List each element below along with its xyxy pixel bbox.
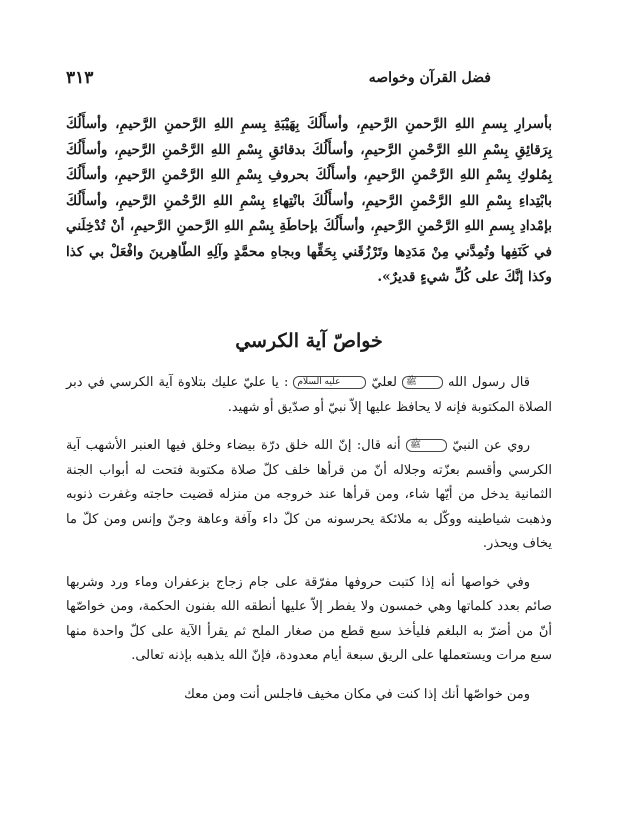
running-header	[66, 70, 491, 94]
paragraph-2	[66, 434, 552, 557]
honorific-mark: عليه السلام	[293, 376, 366, 389]
paragraph-2-after: أنه قال: إنّ الله خلق درّة بيضاء وخلق فيها العنبر الأشهب آية الكرسي وأقسم بعزّته وجلاله أنّ من قرأها خلف كلّ صلاة مكتوبة فتحت له أبواب الجنة الثمانية يدخل من أيّها شاء، ومن قرأها عند خروجه من منزله قضيت حاجته وغفرت ذنوبه وذهبت شياطينه ووكّل به ملائكة يحرسونه من كلّ داء وآفة وعاهة وجنّ وإنس ومن كلّ ما يخاف ويحذر.	[66, 438, 552, 551]
honorific-mark: ﷺ	[406, 439, 447, 452]
header-title: فضل القرآن وخواصه	[368, 70, 491, 86]
paragraph-gap	[66, 420, 552, 434]
paragraph-1	[66, 371, 552, 420]
page-number: ٣١٣	[66, 68, 94, 88]
paragraph-1-after: : يا عليّ عليك بتلاوة آية الكرسي في دبر الصلاة المكتوبة فإنه لا يحافظ عليها إلاّ نبيّ أو صدّيق أو شهيد.	[66, 375, 552, 415]
paragraph-1-middle: لعليّ	[371, 375, 397, 390]
supplication-text: بأسرارِ بِسمِ اللهِ الرَّحمنِ الرَّحيمِ، وأسأَلُكَ بِهَيْبَةِ بِسمِ اللهِ الرَّحمنِ الرَّحيمِ، وأسأَلُكَ بِرَقائِقِ بِسْمِ اللهِ الرَّحْمنِ الرَّحيمِ، وأسأَلُكَ بدقائقِ بِسْمِ اللهِ الرَّحْمنِ الرَّحيمِ، وأسأَلُكَ بِمُلوكِ بِسْمِ اللهِ الرَّحْمنِ الرَّحيمِ، وأسأَلُكَ بحروفِ بِسْمِ اللهِ الرَّحْمنِ الرَّحيمِ، وأسأَلُكَ بابْتِداءِ بِسْمِ اللهِ الرَّحْمنِ الرَّحيمِ، وأسأَلُكَ بانْتِهاءِ بِسْمِ اللهِ الرَّحْمنِ الرَّحيمِ، وأسأَلُكَ بإمْدادِ بِسمِ اللهِ الرَّحْمنِ الرَّحيمِ، وأسأَلُكَ بإحاطَةِ بِسْمِ اللهِ الرَّحمنِ الرَّحيمِ، أنْ تُدْخِلَني في كَنَفِها وتُمِدَّني مِنْ مَدَدِها وتَرْزُقَني بِحَقِّها وبجاهِ محمَّدٍ وآلِهِ الطّاهِرينَ وافْعَلْ بي كذا وكذا إنَّكَ على كُلِّ شيءٍ قديرٌ».	[66, 116, 552, 285]
section-heading: خواصّ آية الكرسي	[235, 330, 383, 352]
paragraph-gap	[66, 669, 552, 683]
honorific-mark: ﷺ	[402, 376, 443, 389]
supplication-text-block	[66, 112, 552, 291]
body-text	[66, 371, 552, 707]
paragraph-4: ومن خواصّها أنك إذا كنت في مكان مخيف فاجلس أنت ومن معك	[184, 686, 530, 702]
paragraph-3: وفي خواصها أنه إذا كتبت حروفها مفرّقة على جام زجاج بزعفران وماء ورد وشربها صائم بعدد كلماتها وهي خمسون ولا يفطر إلاّ عليها أنطقه الله بفنون الحكمة، ومن خواصّها أنّ من أضرّ به البلغم فليأخذ سبع قطع من صغار الملح ثم يقرأ الآية على كلّ واحدة منها سبع مرات ويستعملها على الريق سبعة أيام معدودة، فإنّ الله يذهبه بإذنه تعالى.	[66, 574, 552, 663]
paragraph-2-before: روي عن النبيّ	[452, 438, 530, 453]
paragraph-gap	[66, 557, 552, 571]
paragraph-1-before: قال رسول الله	[447, 375, 530, 390]
